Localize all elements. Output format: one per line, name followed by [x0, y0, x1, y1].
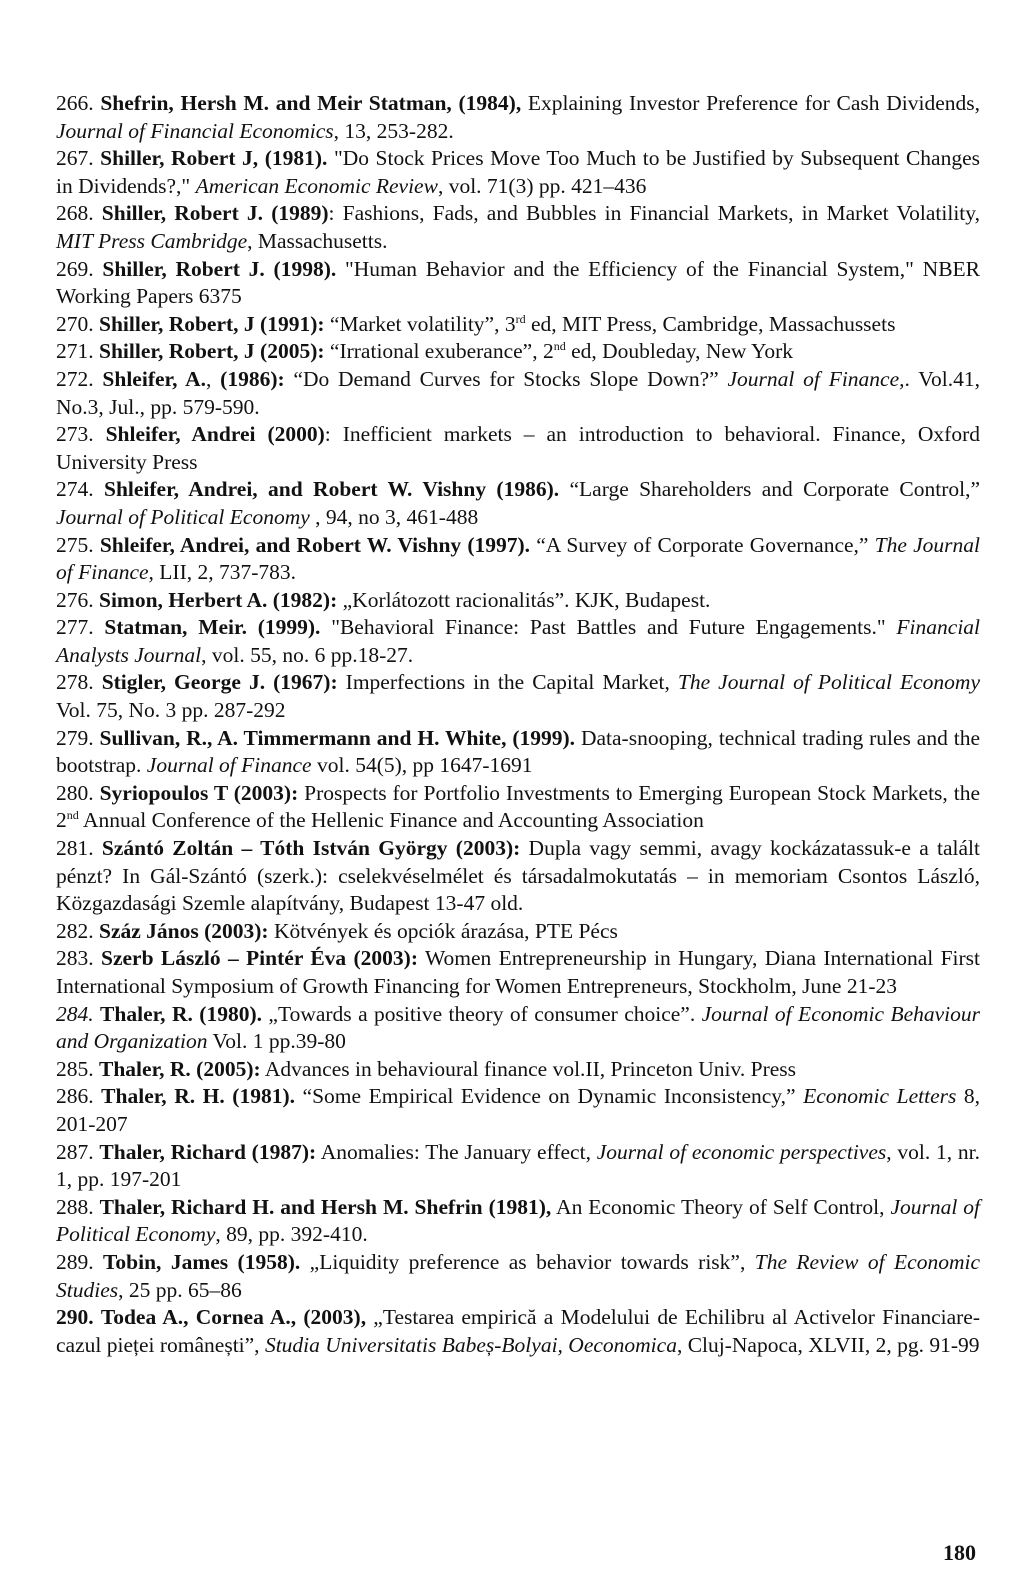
- reference-number: 271.: [56, 339, 94, 364]
- reference-text: Annual Conference of the Hellenic Finance and Accounting Association: [78, 808, 704, 833]
- reference-number: 278.: [56, 670, 94, 695]
- reference-number: 286.: [56, 1084, 94, 1109]
- reference-text: “Do Demand Curves for Stocks Slope Down?”: [284, 366, 728, 391]
- reference-entry: [56, 1001, 980, 1056]
- reference-entry: [56, 476, 980, 531]
- reference-entry: [56, 1083, 980, 1138]
- reference-text: Kötvények és opciók árazása, PTE Pécs: [268, 918, 618, 943]
- reference-source-title: Journal of Financial Economics: [56, 118, 334, 143]
- reference-text: , 13, 253-282.: [333, 118, 454, 143]
- reference-text: “Some Empirical Evidence on Dynamic Inconsistency,”: [295, 1084, 804, 1109]
- reference-entry: [56, 311, 980, 339]
- reference-text: "Do Stock Prices Move Too Much to be Justified by Subsequent Changes in Dividends?,": [56, 146, 981, 198]
- reference-entry: [56, 835, 980, 918]
- reference-author-year: Shleifer, A.: [102, 366, 206, 391]
- reference-text: Vol. 1 pp.39-80: [207, 1029, 346, 1054]
- reference-number: 270.: [56, 311, 94, 336]
- reference-entry: [56, 1249, 980, 1304]
- reference-text: , vol. 1, nr. 1, pp. 197-201: [56, 1139, 980, 1192]
- reference-number: 288.: [56, 1194, 94, 1219]
- reference-number: 274.: [56, 477, 94, 502]
- reference-text: Vol. 75, No. 3 pp. 287-292: [56, 698, 286, 723]
- reference-entry: [56, 532, 980, 587]
- reference-author-year: Thaler, Richard H. and Hersh M. Shefrin (1981),: [99, 1194, 552, 1219]
- reference-source-title: Journal of Finance: [146, 753, 312, 778]
- reference-author-year: Shiller, Robert, J (1991):: [99, 311, 325, 336]
- reference-text: Prospects for Portfolio Investments to Emerging European Stock Markets, the 2: [56, 780, 981, 833]
- reference-text: , Massachusetts.: [247, 228, 388, 253]
- reference-number: 276.: [56, 587, 94, 612]
- reference-number: 287.: [56, 1139, 94, 1164]
- reference-text: “Irrational exuberance”, 2: [324, 339, 554, 364]
- reference-number: 284.: [56, 1001, 94, 1026]
- reference-entry: [56, 614, 980, 669]
- reference-text: , Cluj-Napoca, XLVII, 2, pg. 91-99: [676, 1332, 980, 1357]
- reference-entry: [56, 338, 980, 366]
- reference-author-year: Shiller, Robert J. (1998).: [102, 256, 337, 281]
- reference-entry: [56, 90, 980, 145]
- reference-entry: [56, 669, 980, 724]
- reference-text: vol. 54(5), pp 1647-1691: [311, 753, 533, 778]
- reference-author-year: Tobin, James (1958).: [103, 1249, 301, 1274]
- reference-number: 280.: [56, 780, 94, 805]
- reference-source-title: Journal of Economic Behaviour and Organization: [56, 1001, 980, 1054]
- reference-author-year: Shiller, Robert, J (2005):: [99, 339, 325, 364]
- reference-source-title: Journal of Finance,: [727, 366, 905, 391]
- reference-author-year: Shleifer, Andrei (2000): [105, 422, 325, 447]
- reference-number: 279.: [56, 725, 94, 750]
- reference-source-title: Journal of Political Economy: [56, 1194, 981, 1247]
- reference-author-year: Shiller, Robert J. (1989): [101, 201, 329, 226]
- reference-number: 277.: [56, 615, 94, 640]
- reference-text: : Fashions, Fads, and Bubbles in Financial Markets, in Market Volatility,: [328, 201, 980, 226]
- reference-number: 273.: [56, 422, 94, 447]
- reference-list: [56, 90, 980, 1359]
- reference-author-year: Thaler, R. (1980).: [100, 1001, 262, 1026]
- reference-author-year: Todea A., Cornea A., (2003),: [100, 1305, 367, 1330]
- reference-text: „Liquidity preference as behavior towards risk”,: [300, 1249, 755, 1274]
- reference-number: 268.: [56, 201, 94, 226]
- reference-entry: [56, 200, 980, 255]
- reference-number: 267.: [56, 146, 94, 171]
- reference-author-year: Szerb László – Pintér Éva (2003):: [100, 946, 418, 971]
- reference-text: „Korlátozott racionalitás”. KJK, Budapest.: [337, 587, 711, 612]
- reference-source-title: MIT Press Cambridge: [56, 228, 248, 253]
- reference-number: 266.: [56, 91, 94, 115]
- ordinal-suffix: rd: [515, 311, 526, 326]
- reference-entry: [56, 918, 980, 946]
- reference-author-year: Shleifer, Andrei, and Robert W. Vishny (1986).: [103, 477, 560, 502]
- ordinal-suffix: nd: [553, 339, 566, 354]
- reference-entry: [56, 587, 980, 615]
- reference-text: , 25 pp. 65–86: [118, 1277, 242, 1302]
- reference-author-year: Thaler, R. (2005):: [99, 1056, 261, 1081]
- reference-text: , 89, pp. 392-410.: [215, 1222, 368, 1247]
- reference-author-year: Shefrin, Hersh M. and Meir Statman, (1984),: [100, 91, 522, 115]
- reference-text: Advances in behavioural finance vol.II, Princeton Univ. Press: [260, 1056, 797, 1081]
- reference-text: , 94, no 3, 461-488: [309, 504, 479, 529]
- reference-source-title: The Journal of Political Economy: [677, 670, 980, 695]
- reference-text: Women Entrepreneurship in Hungary, Diana International First International Symposium of Growth Financing for Women Entrepreneurs, Stockholm, June 21-23: [56, 946, 980, 998]
- reference-entry: [56, 1139, 980, 1194]
- reference-author-year: Shiller, Robert J, (1981).: [100, 146, 328, 171]
- reference-number: 283.: [56, 946, 94, 971]
- reference-author-year: Száz János (2003):: [99, 918, 269, 943]
- reference-number: 290.: [56, 1305, 94, 1330]
- reference-number: 289.: [56, 1249, 94, 1274]
- reference-text: “A Survey of Corporate Governance,”: [530, 532, 875, 557]
- reference-source-title: The Journal of Finance: [56, 532, 981, 585]
- reference-text: ,: [205, 366, 221, 391]
- reference-author-year: (1986):: [220, 366, 285, 391]
- reference-text: An Economic Theory of Self Control,: [551, 1194, 891, 1219]
- reference-text: , vol. 71(3) pp. 421–436: [437, 173, 647, 198]
- reference-number: 282.: [56, 918, 94, 943]
- reference-text: “Market volatility”, 3: [324, 311, 516, 336]
- reference-entry: [56, 366, 980, 421]
- reference-author-year: Statman, Meir. (1999).: [104, 615, 321, 640]
- reference-author-year: Thaler, Richard (1987):: [99, 1139, 317, 1164]
- reference-text: . Vol.41, No.3, Jul., pp. 579-590.: [56, 366, 981, 419]
- reference-source-title: Journal of Political Economy: [56, 504, 310, 529]
- reference-author-year: Syriopoulos T (2003):: [99, 780, 299, 805]
- reference-text: : Inefficient markets – an introduction to behavioral. Finance, Oxford University Press: [56, 422, 980, 474]
- reference-number: 275.: [56, 532, 94, 557]
- reference-entry: [56, 945, 980, 1000]
- reference-text: 8, 201-207: [56, 1084, 981, 1136]
- reference-number: 269.: [56, 256, 94, 281]
- reference-text: , vol. 55, no. 6 pp.18-27.: [201, 642, 414, 667]
- reference-text: ed, Doubleday, New York: [565, 339, 794, 364]
- reference-entry: [56, 256, 980, 311]
- reference-text: "Human Behavior and the Efficiency of the Financial System," NBER Working Papers 6375: [56, 256, 981, 309]
- reference-number: 272.: [56, 366, 94, 391]
- reference-number: 281.: [56, 836, 94, 861]
- reference-entry: [56, 780, 980, 835]
- reference-source-title: The Review of Economic Studies: [56, 1249, 980, 1302]
- reference-entry: [56, 1304, 980, 1359]
- reference-author-year: Stigler, George J. (1967):: [101, 670, 338, 695]
- reference-entry: [56, 725, 980, 780]
- reference-source-title: Studia Universitatis Babeș-Bolyai, Oeconomica: [264, 1332, 677, 1357]
- reference-text: Imperfections in the Capital Market,: [337, 670, 678, 695]
- reference-text: „Testarea empirică a Modelului de Echilibru al Activelor Financiare- cazul pieței românești”,: [56, 1305, 981, 1357]
- reference-entry: [56, 1056, 980, 1084]
- reference-text: Explaining Investor Preference for Cash Dividends,: [521, 91, 981, 115]
- reference-source-title: Financial Analysts Journal: [56, 615, 981, 667]
- reference-entry: [56, 421, 980, 476]
- page-number: 180: [943, 1540, 976, 1565]
- reference-text: Data-snooping, technical trading rules and the bootstrap.: [56, 725, 980, 778]
- reference-text: “Large Shareholders and Corporate Control,”: [559, 477, 981, 502]
- reference-author-year: Szántó Zoltán – Tóth István György (2003):: [101, 836, 521, 861]
- reference-author-year: Simon, Herbert A. (1982):: [99, 587, 338, 612]
- reference-text: , LII, 2, 737-783.: [148, 560, 297, 585]
- reference-author-year: Shleifer, Andrei, and Robert W. Vishny (1997).: [99, 532, 531, 557]
- ordinal-suffix: nd: [66, 808, 79, 823]
- reference-text: Dupla vagy semmi, avagy kockázatassuk-e a talált pénzt? In Gál-Szántó (szerk.): cselekvéselmélet és társadalmokutatás – in memoriam Csontos László, Közgazdasági Szemle alapítvány, Budapest 13-47 old.: [56, 836, 980, 916]
- reference-text: Anomalies: The January effect,: [316, 1139, 597, 1164]
- reference-author-year: Thaler, R. H. (1981).: [101, 1084, 295, 1109]
- reference-entry: [56, 145, 980, 200]
- reference-source-title: Economic Letters: [803, 1084, 957, 1109]
- reference-number: 285.: [56, 1056, 94, 1081]
- reference-text: ed, MIT Press, Cambridge, Massachussets: [525, 311, 896, 336]
- reference-text: "Behavioral Finance: Past Battles and Future Engagements.": [320, 615, 897, 640]
- reference-source-title: American Economic Review: [195, 173, 438, 198]
- reference-source-title: Journal of economic perspectives: [596, 1139, 887, 1164]
- reference-entry: [56, 1194, 980, 1249]
- reference-author-year: Sullivan, R., A. Timmermann and H. White, (1999).: [99, 725, 576, 750]
- reference-text: „Towards a positive theory of consumer choice”.: [261, 1001, 702, 1026]
